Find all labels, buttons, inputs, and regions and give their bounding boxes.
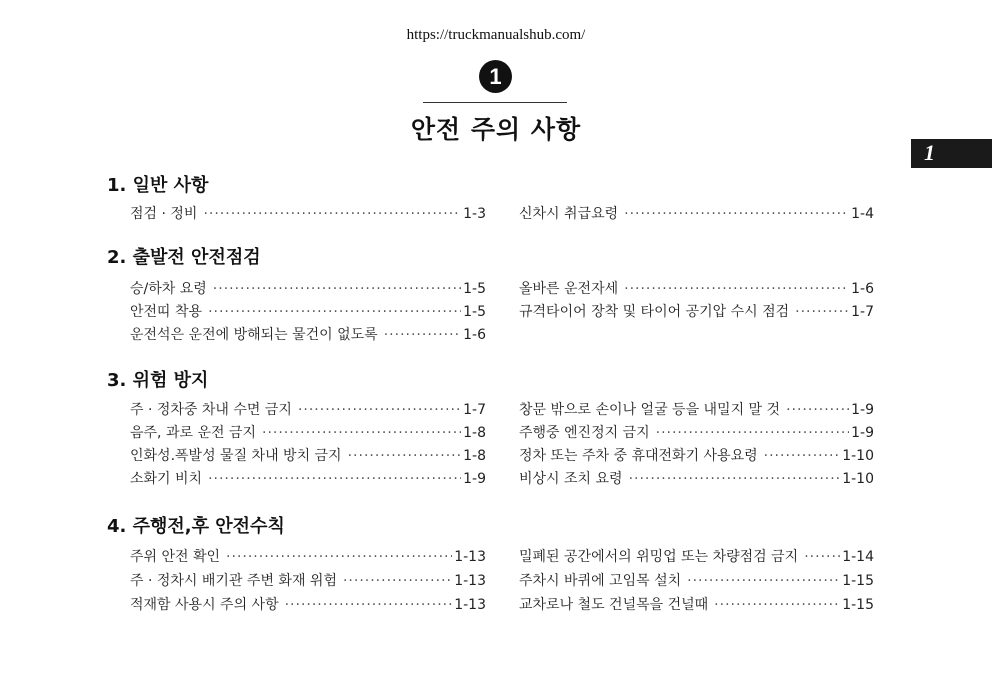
toc-entry[interactable]: [519, 399, 874, 419]
toc-entry[interactable]: [130, 445, 486, 465]
toc-entry[interactable]: [519, 594, 874, 614]
toc-entry-label: 교차로나 철도 건널목을 건널때: [519, 597, 709, 613]
toc-entry-page: 1-13: [454, 549, 486, 565]
dot-leader: [203, 206, 461, 222]
toc-entry[interactable]: [519, 570, 874, 590]
toc-entry-label: 주차시 바퀴에 고임목 설치: [519, 573, 682, 589]
toc-entry[interactable]: [130, 468, 486, 488]
toc-entry-page: 1-4: [851, 206, 874, 222]
chapter-number-badge: 1: [479, 60, 512, 93]
toc-entry[interactable]: [519, 278, 874, 298]
toc-entry[interactable]: [130, 570, 486, 590]
dot-leader: [384, 327, 461, 343]
toc-entry[interactable]: [130, 278, 486, 298]
toc-entry-page: 1-14: [842, 549, 874, 565]
section-heading: 4. 주행전,후 안전수칙: [107, 516, 285, 537]
toc-entry[interactable]: [519, 422, 874, 442]
toc-entry-label: 주 · 정차중 차내 수면 금지: [130, 402, 292, 418]
toc-entry-label: 비상시 조치 요령: [519, 471, 623, 487]
source-url: https://truckmanualshub.com/: [406, 27, 586, 43]
toc-entry-page: 1-15: [842, 597, 874, 613]
toc-entry-page: 1-8: [463, 425, 486, 441]
chapter-title: 안전 주의 사항: [410, 115, 582, 144]
toc-entry-page: 1-5: [463, 281, 486, 297]
dot-leader: [213, 281, 461, 297]
toc-entry-page: 1-10: [842, 471, 874, 487]
dot-leader: [348, 448, 462, 464]
toc-entry-label: 주행중 엔진정지 금지: [519, 425, 650, 441]
toc-entry-page: 1-13: [454, 597, 486, 613]
toc-entry-label: 음주, 과로 운전 금지: [130, 425, 256, 441]
section-heading: 1. 일반 사항: [107, 175, 209, 196]
dot-leader: [656, 425, 850, 441]
toc-entry-page: 1-5: [463, 304, 486, 320]
toc-entry-label: 승/하차 요령: [130, 281, 207, 297]
chapter-tab-label: 1: [924, 140, 935, 165]
toc-entry-label: 인화성.폭발성 물질 차내 방치 금지: [130, 448, 342, 464]
dot-leader: [624, 206, 849, 222]
toc-entry-label: 점검 · 정비: [130, 206, 198, 222]
toc-entry-page: 1-6: [851, 281, 874, 297]
toc-entry-page: 1-8: [463, 448, 486, 464]
chapter-divider: [423, 102, 567, 103]
toc-entry-label: 적재함 사용시 주의 사항: [130, 597, 279, 613]
dot-leader: [262, 425, 461, 441]
dot-leader: [629, 471, 841, 487]
toc-entry-page: 1-3: [463, 206, 486, 222]
section-heading: 3. 위험 방지: [107, 370, 209, 391]
toc-entry-label: 신차시 취급요령: [519, 206, 619, 222]
dot-leader: [764, 448, 841, 464]
toc-entry-label: 창문 밖으로 손이나 얼굴 등을 내밀지 말 것: [519, 402, 781, 418]
dot-leader: [208, 471, 461, 487]
toc-entry-page: 1-9: [851, 425, 874, 441]
dot-leader: [285, 597, 453, 613]
toc-entry-label: 소화기 비치: [130, 471, 203, 487]
toc-entry[interactable]: [130, 546, 486, 566]
toc-entry-label: 운전석은 운전에 방해되는 물건이 없도록: [130, 327, 378, 343]
toc-entry-page: 1-7: [851, 304, 874, 320]
dot-leader: [226, 549, 452, 565]
toc-entry-page: 1-9: [463, 471, 486, 487]
toc-entry-label: 올바른 운전자세: [519, 281, 619, 297]
toc-entry-page: 1-9: [851, 402, 874, 418]
toc-entry-label: 규격타이어 장착 및 타이어 공기압 수시 점검: [519, 304, 790, 320]
dot-leader: [714, 597, 840, 613]
toc-entry-page: 1-13: [454, 573, 486, 589]
toc-entry-page: 1-10: [842, 448, 874, 464]
chapter-side-tab: [911, 139, 992, 168]
toc-entry[interactable]: [519, 445, 874, 465]
toc-entry-label: 주위 안전 확인: [130, 549, 221, 565]
dot-leader: [298, 402, 461, 418]
dot-leader: [343, 573, 452, 589]
toc-entry-page: 1-6: [463, 327, 486, 343]
toc-entry[interactable]: [519, 301, 874, 321]
toc-entry[interactable]: [130, 399, 486, 419]
toc-entry-page: 1-7: [463, 402, 486, 418]
toc-entry-label: 주 · 정차시 배기관 주변 화재 위험: [130, 573, 337, 589]
toc-entry[interactable]: [130, 422, 486, 442]
section-heading: 2. 출발전 안전점검: [107, 247, 261, 268]
toc-entry[interactable]: [130, 594, 486, 614]
dot-leader: [208, 304, 461, 320]
toc-entry[interactable]: [519, 546, 874, 566]
dot-leader: [795, 304, 849, 320]
toc-entry-label: 정차 또는 주차 중 휴대전화기 사용요령: [519, 448, 758, 464]
toc-entry[interactable]: [130, 203, 486, 223]
dot-leader: [624, 281, 849, 297]
toc-entry[interactable]: [130, 324, 486, 344]
toc-entry[interactable]: [130, 301, 486, 321]
dot-leader: [804, 549, 840, 565]
toc-entry-page: 1-15: [842, 573, 874, 589]
toc-entry[interactable]: [519, 203, 874, 223]
dot-leader: [687, 573, 840, 589]
toc-entry-label: 밀폐된 공간에서의 위밍업 또는 차량점검 금지: [519, 549, 799, 565]
dot-leader: [786, 402, 849, 418]
toc-entry[interactable]: [519, 468, 874, 488]
toc-entry-label: 안전띠 착용: [130, 304, 203, 320]
